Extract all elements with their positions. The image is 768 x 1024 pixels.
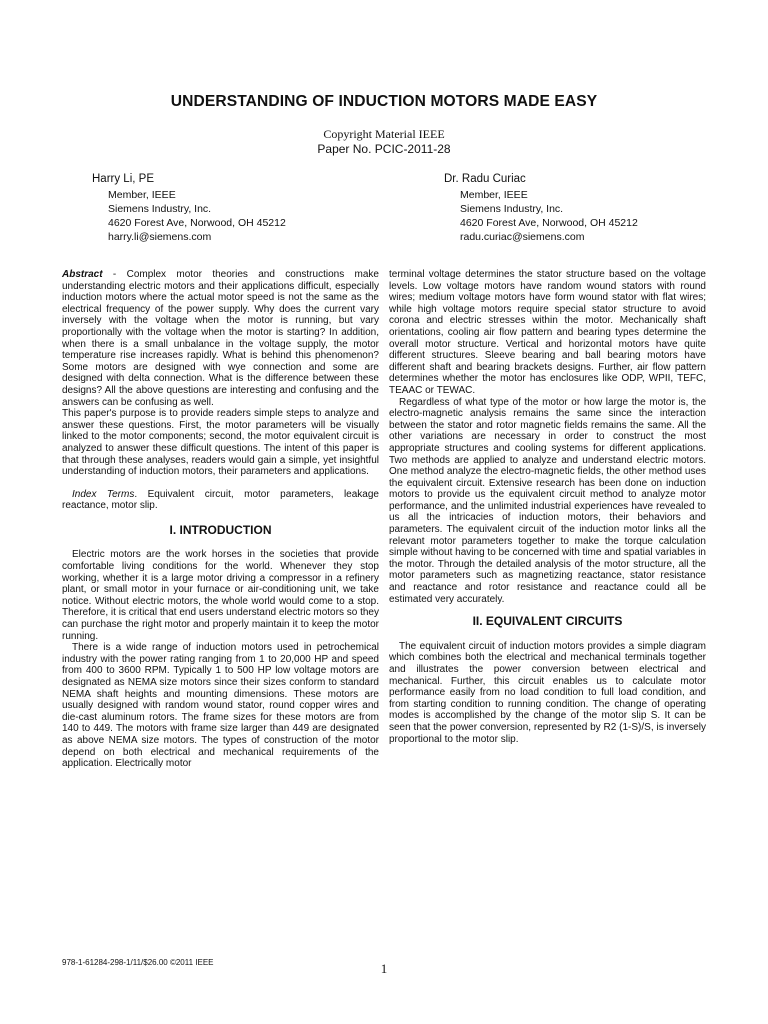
abstract-label: Abstract <box>62 269 103 280</box>
footer-isbn: 978-1-61284-298-1/11/$26.00 ©2011 IEEE <box>62 958 214 967</box>
index-terms-text: . Equivalent circuit, motor parameters, leakage reactance, motor slip. <box>62 488 379 512</box>
left-column <box>62 269 379 770</box>
author-name: Dr. Radu Curiac <box>444 173 526 185</box>
section-heading-equivalent-circuits: II. EQUIVALENT CIRCUITS <box>472 614 623 629</box>
intro-paragraph-2: There is a wide range of induction motors used in petrochemical industry with the power rating ranging from 1 to 20,000 HP and speed from 400 to 3600 RPM. Typically 1 to 500 HP low voltage motors are designated as NEMA size motors since their sizes conform to standard NEMA shaft heights and mounting dimensions. These motors are usually designed with random wound stator, round copper wires and die-cast aluminum rotors. The frame sizes for these motors are from 140 to 449. The motors with frame size larger than 449 are designated as above NEMA size motors. The types of construction of the motor depend on both electrical and mechanical requirements of the application. Electrically motor <box>62 642 379 770</box>
index-terms <box>62 489 379 512</box>
abstract-paragraph-2: This paper's purpose is to provide readers simple steps to analyze and answer these questions. First, the motor parameters will be visually linked to the motor components; second, the motor equivalent circuit is analyzed to answer these difficult questions. The intent of this paper is that through these analyses, readers would gain a simple, yet insightful understanding of induction motors, their parameters and applications. <box>62 408 379 478</box>
paper-title: UNDERSTANDING OF INDUCTION MOTORS MADE EASY <box>170 93 598 110</box>
abstract-text: - Complex motor theories and constructions make understanding electric motors and their applications difficult, especially induction motors where the actual motor speed is not the same as the electrical frequency of the power supply. Why does the current vary inversely with the voltage when the motor is running, but vary proportionally with the voltage when the motor is starting? In addition, when there is a small unbalance in the voltage supply, the motor temperature rise increases rapidly. What is behind this phenomenon? Some motors are designed with wye connection and some are designed with delta connection. What is the difference between these designs? All the above questions are interesting and confusing and the answers can be confusing as well. <box>62 269 379 408</box>
author-block-2 <box>444 172 724 244</box>
abstract-paragraph <box>62 269 379 408</box>
paper-number: Paper No. PCIC-2011-28 <box>317 142 451 156</box>
right-column <box>389 269 706 745</box>
equivalent-circuits-paragraph: The equivalent circuit of induction motors provides a simple diagram which combines both the electrical and mechanical terminals together and illustrates the power conversion between electrical and mechanical. Further, this circuit enables us to calculate motor performance easily from no load condition to full load condition, and from starting condition to running condition. The change of operating modes is accomplished by the change of the motor slip S. It can be seen that the power conversion, represented by R2 (1-S)/S, is inversely proportional to the motor slip. <box>389 640 706 745</box>
section-heading-introduction: I. INTRODUCTION <box>169 522 272 537</box>
intro-paragraph-1: Electric motors are the work horses in the societies that provide comfortable living conditions for the world. Whenever they stop working, whether it is a large motor driving a compressor in a refinery plant, or small motor in your furnace or air-conditioning unit, we take notice. Without electric motors, the whole world would come to a stop. Therefore, it is critical that end users understand electric motors so they can purchase the right motor and properly maintain it to keep the motor running. <box>62 549 379 642</box>
index-terms-label: Index Terms <box>72 488 135 500</box>
author-email[interactable]: radu.curiac@siemens.com <box>460 231 585 243</box>
author-company: Siemens Industry, Inc. <box>460 203 564 215</box>
author-name: Harry Li, PE <box>92 173 154 185</box>
right-paragraph-2: Regardless of what type of the motor or how large the motor is, the electro-magnetic analysis remains the same since the interaction between the stator and rotor magnetic fields remains the same. All the other variations are necessary in order to construct the most appropriate structures and cooling systems for different applications. Two methods are applied to analyze and understand electric motors. One method analyze the electro-magnetic fields, the other method uses the equivalent circuit. Extensive research has been done on induction motors to provide us the equivalent circuit method to analyze motor performance, and the unlimited industrial experiences have revealed to us all the intricacies of induction motors, their behaviors and parameters. The equivalent circuit of the induction motor links all the relevant motor parameters together to make the torque calculation simple without having to be concerned with time and spatial variables in the motor. Through the detailed analysis of the motor structure, all the motor parameters such as magnetizing reactance, stator resistance and reactance and rotor resistance and reactance could all be estimated very accurately. <box>389 396 706 605</box>
copyright-line: Copyright Material IEEE <box>323 127 445 141</box>
author-affiliation: Member, IEEE <box>108 189 176 201</box>
page-number: 1 <box>380 961 388 976</box>
author-address: 4620 Forest Ave, Norwood, OH 45212 <box>460 217 638 229</box>
author-block-1 <box>92 172 372 244</box>
author-affiliation: Member, IEEE <box>460 189 528 201</box>
author-address: 4620 Forest Ave, Norwood, OH 45212 <box>108 217 286 229</box>
author-email[interactable]: harry.li@siemens.com <box>108 231 212 243</box>
author-company: Siemens Industry, Inc. <box>108 203 212 215</box>
right-paragraph-1: terminal voltage determines the stator structure based on the voltage levels. Low voltage motors have random wound stators with round wires; medium voltage motors have form wound stator with flat wires; while high voltage motors require special stator structure to avoid corona and electric stresses within the motor. Mechanically shaft orientations, cooling air flow pattern and bearing types determine the overall motor structure. Vertical and horizontal motors have quite different structures. Sleeve bearing and ball bearing motors have different shaft and bearing brackets designs. Further, air flow pattern determines whether the motor has enclosures like ODP, WPII, TEFC, TEAAC or TEWAC. <box>389 269 706 396</box>
